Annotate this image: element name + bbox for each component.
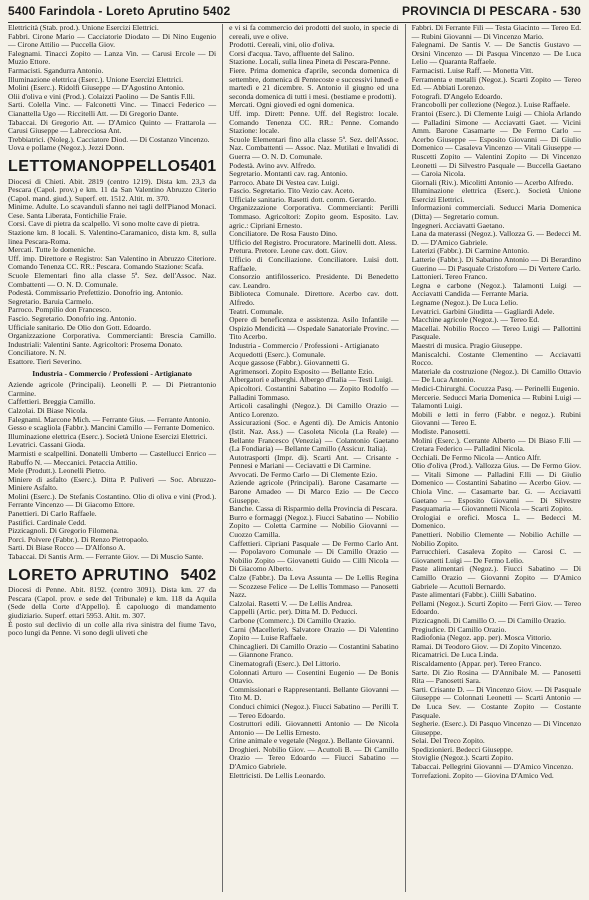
list-item: Uova e pollame (Negoz.). Jezzi Donn. <box>8 143 125 153</box>
list-item: Modiste. Panosetti. <box>411 426 471 436</box>
list-item: Porci. Polvere (Fabbr.). Di Renzo Pietropaolo. <box>8 534 149 544</box>
list-item: Ramai. Di Teodoro Giov. — Di Zopito Vincenzo. <box>411 641 562 651</box>
list-item: Paste alimentari (Fabbr.). Ciilli Sabatino. <box>411 590 537 600</box>
list-item: Maestri di musica. Pragio Giuseppe. <box>411 340 523 350</box>
list-item: Stazione. Locali, sulla linea Pineta di Pescara-Penne. <box>229 57 391 67</box>
list-item: Caffettieri. Cipriani Pasquale — De Fermo Carlo Ant. — Popolavoro Comunale — Di Camillo Orazio — Nobilio Zopito — Giovanetti Guido — Cilli Nicola — Di Giacomo Alberto. <box>229 538 399 574</box>
list-item: Falegnami. Marcone Mich. — Ferrante Gius. — Ferrante Antonio. <box>8 414 211 424</box>
list-item: Diocesi di Penne. Abit. 8192. (centro 3091). Dista km. 27 da Pescara (Capol. prov. e sede del Tribunale) e km. 118 da Aquila (Sede della Corte d'Appello). È capoluogo di mandamento giudiziario. Superf. ettari 5953. Altit. m. 307. <box>8 585 217 620</box>
list-item: Crine animale e vegetale (Negoz.). Bellante Giovanni. <box>229 736 395 746</box>
columns <box>8 24 581 892</box>
list-item: Calzolai. Di Biase Nicola. <box>8 405 88 415</box>
list-item: Costruttori edili. Giovannetti Antonio — De Nicola Antonio — De Lellis Ernesto. <box>229 719 399 737</box>
list-item: Torrefazioni. Zopito — Giovina D'Amico Ved. <box>411 770 554 780</box>
town-code: 5401 <box>180 157 217 175</box>
list-item: Sarte. Di Zio Rosina — D'Annibale M. — Panosetti Rita — Panosetti Sara. <box>411 667 582 686</box>
list-item: Stazione km. 8 locali. S. Valentino-Caramanico, dista km. 8, sulla linea Pescara-Roma. <box>8 228 217 246</box>
list-item: Esattore. Tieri Severino. <box>8 356 82 366</box>
list-item: Ufficiale sanitario. Rasetti dott. comm. Gerardo. <box>229 194 376 204</box>
list-item: Fabbri. Di Ferrante Fili — Testa Giacinto — Tereo Ed. — Rubini Giovanni — Di Vincenzo Mario. <box>411 23 582 41</box>
col2-list <box>229 24 398 780</box>
list-item: Fiere. Prima domenica d'aprile, seconda domenica di settembre, domenica di Pentecoste e successivi lunedì e martedì e 21 dicembre. S. Antonio il giugno ed una seconda domenica di tutti i mesi. (bestiame e prodotti). <box>229 65 399 101</box>
list-item: Autotrasporti (Impr. di). Scarti Ant. — Crisante - Pennesi e Mariani — Ceciavatti e Di Carmine. <box>229 452 399 471</box>
section-heading: Industria - Commercio / Professioni - Artigianato <box>32 368 192 378</box>
list-item: Acquedotti (Eserc.). Comunale. <box>229 349 326 359</box>
list-item: Organizzazione Corporativa. Commercianti: Perilli Tommaso. Agricoltori: Zopito geom. Esposito. Lav. agric.: Cipriani Ernesto. <box>229 203 399 230</box>
list-item: Elettricisti. De Lellis Leonardo. <box>229 770 326 780</box>
list-item: Miniere di asfalto (Eserc.). Ditta P. Puliveri — Soc. Abruzzo-Miniere Asfalto. <box>8 474 217 493</box>
list-item: Ufficio del Registro. Procuratore. Marinelli dott. Aless. <box>229 237 397 247</box>
list-item: Illuminazione elettrica (Eserc.). Unione Esercizi Elettrici. <box>8 74 183 84</box>
list-item: Agrimensori. Zopito Esposito — Bellante Ezio. <box>229 366 375 376</box>
list-item: Burro e formaggi (Negoz.). Fiucci Sabatino — Nobilio Zopito — Coletta Carmine — Nobilio Giovanni — Cuozzo Camilla. <box>229 512 399 540</box>
list-item: Acque gassose (Fabbr.). Giovannetti G. <box>229 358 350 368</box>
list-item: Falegnami. De Santis V. — De Sanctis Gustavo — Orsini Vincenzo — Di Pasqua Vincenzo — De Luca Lelio — Quaranta Raffaele. <box>411 40 582 67</box>
list-item: Lattonieri. Tereo Franco. <box>411 272 488 282</box>
col1-top-list <box>8 24 216 153</box>
column-3 <box>405 24 581 892</box>
column-2 <box>222 24 398 892</box>
list-item: Mercati. Ogni giovedì ed ogni domenica. <box>229 100 355 110</box>
list-item: Paste alimentari (Negoz.). Fiucci Sabatino — Di Camillo Orazio — Giovanni Zopito — D'Amico Gabriele — Acuttoli Bernardo. <box>411 564 582 591</box>
list-item: Laterizi (Fabbr.). Di Carmine Antonio. <box>411 246 530 256</box>
list-item: Occhiali. De Fermo Nicola — Antico Alfr. <box>411 452 542 462</box>
town-name: LETTOMANOPPELLO <box>8 157 181 175</box>
list-item: Ufficiale sanitario. De Olio don Gott. Edoardo. <box>8 322 152 332</box>
list-item: Organizzazione Corporativa. Commercianti: Brescia Camillo. Industriali: Valentini Sante. Agricoltori: Prosema Donato. <box>8 331 217 349</box>
list-item: Diocesi di Chieti. Abit. 2819 (centro 1219). Dista km. 23,3 da Pescara (Capol. prov.) e km. 11 da San Valentino Abruzzo Citerio (Capol. mand. giud.). Superf. ett. 1512. Altit. m. 370. <box>8 176 217 203</box>
list-item: Conciliatore. De Rosa Fausto Dino. <box>229 229 338 239</box>
list-item: Elettricità (Stab. prod.). Unione Esercizi Elettrici. <box>8 23 159 32</box>
list-item: Teatri. Comunale. <box>229 306 284 316</box>
list-item: Pizzicagnoli. Di Camillo O. — Di Camillo Orazio. <box>411 615 566 625</box>
list-item: Trebbiatrici. (Noleg.). Cacciatore Diod. — Di Costanzo Vincenzo. <box>8 134 210 144</box>
list-item: Prodotti. Cereali, vini, olio d'oliva. <box>229 40 335 50</box>
list-item: Corsi d'acqua. Tavo, affluente del Salino. <box>229 48 355 58</box>
list-item: Segherie. (Eserc.). Di Pasquo Vincenzo — Di Vincenzo Giuseppe. <box>411 719 582 737</box>
list-item: Uff. imp. Direttore e Registro: San Valentino in Abruzzo Citeriore. Comando Tenenza CC. RR.: Pescara. Comando Stazione: Scafa. <box>8 253 217 272</box>
list-item: Scuole Elementari fino alla classe 5ª. Sez. dell'Assoc. Naz. Combattenti — O. N. D. Comunale. <box>8 271 217 289</box>
list-item: Scuole Elementari fino alla classe 5ª. Sez. dell'Assoc. Naz. Combattenti — Assoc. Naz. Mutilati e Invalidi di Guerra — O. N. D. Comunale. <box>229 134 399 161</box>
list-item: Consorzio antifilosserico. Presidente. Di Benedetto cav. Leandro. <box>229 272 399 290</box>
town1-entries <box>8 178 216 367</box>
list-item: Parrucchieri. Casaleva Zopito — Carosi C. — Giovanetti Luigi — De Fermo Lelio. <box>411 547 582 565</box>
list-item: Orologiai e orefici. Mosca L. — Bedecci M. Domenico. <box>411 512 582 531</box>
list-item: Parroco. Abate Di Vestea cav. Luigi. <box>229 177 340 187</box>
list-item: Illuminazione elettrica (Eserc.). Società Unione Esercizi Elettrici. <box>411 186 582 204</box>
column-1 <box>8 24 216 892</box>
list-item: Ufficio di Conciliazione. Conciliatore. Luisi dott. Raffaele. <box>229 255 399 273</box>
list-item: Avvocati. De Fermo Carlo — Di Clemente Ezio. <box>229 469 378 479</box>
list-item: Opere di beneficenza e assistenza. Asilo Infantile — Ospizio Mendicità — Ospedale Sanatoriale Provinc. — Tito Acerbo. <box>229 315 399 342</box>
list-item: Ingegneri. Acciavatti Gaetano. <box>411 220 505 230</box>
town2-entries <box>8 586 216 638</box>
list-item: Riscaldamento (Appar. per). Tereo Franco. <box>411 658 542 668</box>
town-code: 5402 <box>180 566 217 584</box>
list-item: Banche. Cassa di Risparmio della Provincia di Pescara. <box>229 504 398 514</box>
list-item: Biblioteca Comunale. Direttore. Acerbo cav. dott. Alfredo. <box>229 289 399 307</box>
list-item: Apicoltori. Costantini Sabatino — Zopito Rodolfo — Palladini Tommaso. <box>229 383 399 402</box>
list-item: Cappelli (Artic. per). Ditta M. D. Peducci. <box>229 607 358 617</box>
list-item: Podestà. Avino avv. Alfredo. <box>229 160 316 170</box>
list-item: Conciliatore. N. N. <box>8 348 66 358</box>
list-item: Lana da materassi (Negoz.). Vallozza G. — Bedecci M. D. — D'Amico Gabriele. <box>411 229 582 247</box>
list-item: Tabaccai. Di Gregorio Att. — D'Amico Quinto — Frattarola — Carusi Giuseppe — Labrecciosa Ant. <box>8 117 217 136</box>
list-item: Mobili e letti in ferro (Fabbr. e negoz.). Rubini Giovanni — Tereo E. <box>411 409 582 428</box>
list-item: Uff. imp. Dirett: Penne. Uff. del Registro: locale. Comando Tenenza CC. RR.: Penne. Comando Stazione: locale. <box>229 108 399 136</box>
list-item: Illuminazione elettrica (Eserc.). Società Unione Esercizi Elettrici. <box>8 431 208 441</box>
town-name: LORETO APRUTINO <box>8 566 170 584</box>
list-item: Molini (Eserc.). Ridolfi Giuseppe — D'Agostino Antonio. <box>8 83 185 93</box>
list-item: Spedizionieri. Bedecci Giuseppe. <box>411 744 513 754</box>
list-item: Articoli casalinghi (Negoz.). Di Camillo Orazio — Antico Lorenzo. <box>229 401 399 419</box>
list-item: Pizzicagnoli. Di Gregorio Filomena. <box>8 526 119 536</box>
page-header <box>8 4 581 23</box>
list-item: Mercerie. Seducci Maria Domenica — Rubini Luigi — Talamonti Luigi. <box>411 392 582 411</box>
town-heading-2 <box>8 566 217 584</box>
list-item: Aziende agricole (Principali). Leonelli P. — Di Pietrantonio Carmine. <box>8 380 217 398</box>
list-item: Stoviglie (Negoz.). Scarti Zopito. <box>411 753 514 763</box>
list-item: Pretura. Pretore. Leone cav. dott. Giov. <box>229 246 348 256</box>
list-item: Molini (Eserc.). De Stefanis Costantino. Olio di oliva e vini (Prod.). Ferrante Vincenzo — Di Giacomo Ettore. <box>8 491 217 510</box>
list-item: Albergatori e alberghi. Albergo d'Italia — Testi Luigi. <box>229 375 393 385</box>
list-item: Ricamatrici. De Luca Linda. <box>411 650 499 660</box>
list-item: Legna e carbone (Negoz.). Talamonti Luigi — Acciavatti Candida — Ferrante Maria. <box>411 280 582 299</box>
list-item: Droghieri. Nobilio Giov. — Acuttoli B. — Di Camillo Orazio — Tereo Edoardo — Fiucci Sabatino — D'Amico Gabriele. <box>229 744 399 772</box>
list-item: Latterie (Fabbr.). Di Sabatino Antonio — Di Berardino Guerino — Di Pasquale Cristoforo — Di Vertere Carlo. <box>411 255 582 273</box>
list-item: Aziende agricole (Principali). Barone Casamarte — Barone Amadeo — Di Marco Ezio — De Cecco Giuseppe. <box>229 478 399 505</box>
list-item: Assicurazioni (Soc. e Agenti di). De Amicis Antonio (Istit. Naz. Ass.) — Casoleta Nicola (La Reale) — Bellante Francesco (Venezia) — Colantonio Gaetano (La Fondiaria) — Bellante Camillo (Assicur. Italia). <box>229 418 399 454</box>
list-item: Carbone (Commerc.). Di Camillo Orazio. <box>229 615 356 625</box>
list-item: Fabbri. Cirone Mario — Cacciatorie Diodato — Di Nino Eugenio — Cirone Attilio — Puccella Giov. <box>8 31 217 50</box>
list-item: Macchine agricole (Negoz.). — Tereo Ed. <box>411 315 540 325</box>
list-item: Segretario. Montanti cav. rag. Antonio. <box>229 169 348 179</box>
list-item: Commissionari e Rappresentanti. Bellante Giovanni — Tito M. D. <box>229 684 399 703</box>
list-item: Medici-Chirurghi. Cocuzza Pasq. — Perinelli Eugenio. <box>411 383 580 393</box>
list-item: Francobolli per collezione (Negoz.). Luise Raffaele. <box>411 100 570 110</box>
list-item: Farmacisti. Luise Raff. — Monetta Vitt. <box>411 65 534 75</box>
list-item: Levatrici. Garbini Giuditta — Gagliardi Adele. <box>411 306 555 316</box>
header-left: 5400 Farindola - Loreto Aprutino 5402 <box>8 4 231 18</box>
list-item: Carni (Macellerie). Salvatore Orazio — Di Valentino Zopito — Luise Raffaele. <box>229 624 399 643</box>
list-item: Sarti. Crisante D. — Di Vincenzo Giov. — Di Pasquale Giuseppe — Colonnati Leonetti — Scarti Antonio — De Luca Sev. — Costante Zopito — Costante Pasquale. <box>411 684 582 720</box>
list-item: Mele (Produtt.). Leonelli Pietro. <box>8 466 106 476</box>
header-right: PROVINCIA DI PESCARA - 530 <box>401 4 581 18</box>
list-item: Radiofonia (Negoz. app. per). Mosca Vittorio. <box>411 633 552 643</box>
list-item: Tabaccai. Pellegrini Giovanni — D'Amico Vincenzo. <box>411 762 574 772</box>
list-item: Pregiudice. Di Camillo Orazio. <box>411 624 507 634</box>
list-item: Panettieri. Nobilio Clemente — Nobilio Achille — Nobilio Zopito. <box>411 530 582 548</box>
list-item: Fascio. Segretario. Tito Vezio cav. Aceto. <box>229 186 355 196</box>
list-item: Sarti. Di Biase Rocco — D'Alfonso A. <box>8 543 126 553</box>
list-item: Colonnati Arturo — Cosentini Eugenio — De Bonis Ottavio. <box>229 667 399 686</box>
list-item: Mercati. Tutte le domeniche. <box>8 245 96 255</box>
list-item: Sarti. Colella Vinc. — Falconetti Vinc. — Tinacci Federico — Cianattella Ugo — Riccitelli Att. — Di Gregorio Dante. <box>8 100 217 118</box>
list-item: Molini (Eserc.). Cerrante Alberto — Di Biaso F.lli — Cretara Federico — Palladini Nicola. <box>411 435 582 454</box>
list-item: Chincaglieri. Di Camillo Orazio — Costantini Sabatino — Giannone Franco. <box>229 641 399 660</box>
list-item: Frantoi (Eserc.). Di Clemente Luigi — Chiola Arlando — Palladini Simone — Acciavatti Gaet. — Vicini Amm. Barone Casamarte — De Fermo Carlo — Acerbo Giuseppe — Esposito Giovanni — Di Giulio Domenico — Casaleva Vincenzo — Vitali Giuseppe — Ruscetti Zopito — Valentini Zopito — Di Vincenzo Leonetti — Di Silvestro Pasquale — Buccella Gaetano — Caroia Nicola. <box>411 108 582 179</box>
list-item: Industria - Commercio / Professioni - Artigianato <box>229 340 379 350</box>
list-item: Caffettieri. Breggia Camillo. <box>8 397 96 407</box>
list-item: Farmacisti. Sgandurra Antonio. <box>8 65 104 75</box>
list-item: Fascio. Segretario. Donofrio ing. Antonio. <box>8 314 137 323</box>
list-item: Panettieri. Di Carlo Raffaele. <box>8 509 97 519</box>
list-item: Maniscalchi. Costante Clementino — Acciavatti Rocco. <box>411 349 582 368</box>
list-item: Informazioni commerciali. Seducci Maria Domenica (Ditta) — Segretario comun. <box>411 203 582 222</box>
list-item: Pastifici. Cardinale Cedd. <box>8 517 87 527</box>
list-item: Podestà. Commissario Prefettizio. Donofrio ing. Antonio. <box>8 288 183 298</box>
list-item: Segretario. Baruia Carmelo. <box>8 296 94 306</box>
list-item: Materiale da costruzione (Negoz.). Di Camillo Ottavio — De Luca Antonio. <box>411 366 582 385</box>
list-item: Calzolai. Rasetti V. — De Lellis Andrea. <box>229 598 353 608</box>
list-item: Conduci chimici (Negoz.). Fiucci Sabatino — Perilli T. — Tereo Edoardo. <box>229 701 399 720</box>
list-item: Corsi. Cave di pietra da scalpello. Vi sono molte cave di pietra. <box>8 219 200 229</box>
col3-list <box>412 24 581 780</box>
list-item: Gesso e scagliola (Fabbr.). Mancini Camillo — Ferrante Domenico. <box>8 423 215 433</box>
list-item: È posto sul declivio di un colle alla riva sinistra del fiume Tavo, poco lungi da Penne. Vi sono degli uliveti che <box>8 619 217 638</box>
list-item: Pellami (Negoz.). Scurti Zopito — Ferri Giov. — Tereo Edoardo. <box>411 598 582 617</box>
list-item: Giornali (Riv.). Micolitti Antonio — Acerbo Alfredo. <box>411 177 574 187</box>
list-item: Selai. Del Treco Zopito. <box>411 736 485 746</box>
list-item: Parroco. Pompilio don Francesco. <box>8 305 112 315</box>
list-item: Minime. Adulte. Lo scavanduli sfanno nei tagli dell'Pianod Monaci. Cese. Santa Liberata, Fontichilie Fraie. <box>8 202 217 220</box>
list-item: Legname (Negoz.). De Luca Lelio. <box>411 298 519 307</box>
list-item: Tabaccai. Di Santis Arm. — Ferrante Giov. — Di Muscio Sante. <box>8 552 204 562</box>
list-item: Ferramenta e metalli (Negoz.). Scarti Zopito — Tereo Ed. — Abbiati Lorenzo. <box>411 74 582 93</box>
list-item: Calze (Fabbr.). Da Leva Assunta — De Lellis Regina — Scozzese Felice — De Lellis Tommaso — Panosetti Nazz. <box>229 573 399 600</box>
list-item: Olio d'oliva (Prod.). Vallozza Gius. — De Fermo Giov. — Vitali Simone — Palladini F.lli — Di Giulio Domenico — Costantini Sabatino — Acerbo Giov. — Chiola Vinc. — Casamarte bar. G. — Acciavatti Gaetano — Esposito Giovanni — Di Silvestre Pasquamaria — Giovannetti Nicola — Scarti Zopito. <box>411 461 582 514</box>
list-item: Fotografi. D'Angelo Edoardo. <box>411 91 503 101</box>
list-item: Macellai. Nobilio Rocco — Tereo Luigi — Pallottini Pasquale. <box>411 323 582 342</box>
town1-trades <box>8 381 216 561</box>
list-item: e vi si fa commercio dei prodotti del suolo, in specie di cereali, uve e olive. <box>229 23 399 41</box>
town-heading-1 <box>8 157 217 175</box>
list-item: Cinematografi (Eserc.). Del Littorio. <box>229 658 341 668</box>
list-item: Olii d'oliva e vini (Prod.). Colaizzi Paolino — De Santis F.lli. <box>8 91 195 101</box>
list-item: Marmisti e scalpellini. Donatelli Umberto — Castellucci Enrico — Rabuffo N. — Meccanici. Petaccia Attilio. <box>8 448 217 467</box>
list-item: Falegnami. Tinacci Zopito — Lanza Vin. — Carusi Ercole — Di Muzio Ettore. <box>8 48 217 67</box>
list-item: Levatrici. Cassani Gioda. <box>8 440 86 450</box>
